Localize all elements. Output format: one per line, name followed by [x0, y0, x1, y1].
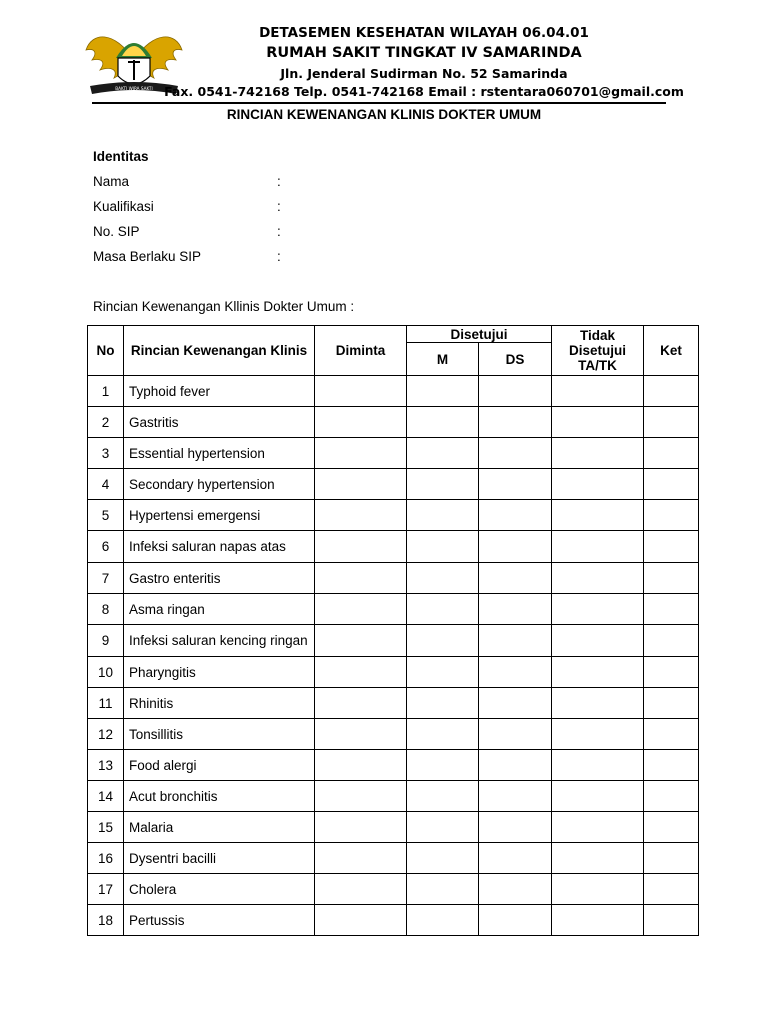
cell-ket	[644, 688, 699, 719]
cell-diminta	[315, 594, 407, 625]
row-number: 12	[88, 719, 124, 750]
row-privilege: Acut bronchitis	[124, 781, 315, 812]
row-privilege: Infeksi saluran kencing ringan	[124, 625, 315, 657]
cell-diminta	[315, 688, 407, 719]
cell-tidak-disetujui	[552, 625, 644, 657]
row-privilege: Tonsillitis	[124, 719, 315, 750]
cell-m	[407, 812, 479, 843]
row-privilege: Typhoid fever	[124, 376, 315, 407]
table-row	[88, 438, 699, 469]
row-number: 1	[88, 376, 124, 407]
cell-ds	[479, 688, 552, 719]
letterhead-hospital: RUMAH SAKIT TINGKAT IV SAMARINDA	[266, 45, 582, 61]
table-row	[88, 563, 699, 594]
row-number: 6	[88, 531, 124, 563]
row-number: 13	[88, 750, 124, 781]
cell-ds	[479, 781, 552, 812]
row-number: 7	[88, 563, 124, 594]
cell-ket	[644, 657, 699, 688]
cell-m	[407, 594, 479, 625]
cell-ds	[479, 843, 552, 874]
cell-diminta	[315, 500, 407, 531]
cell-tidak-disetujui	[552, 407, 644, 438]
table-row	[88, 594, 699, 625]
cell-ket	[644, 719, 699, 750]
cell-ket	[644, 376, 699, 407]
cell-diminta	[315, 563, 407, 594]
cell-m	[407, 376, 479, 407]
cell-tidak-disetujui	[552, 469, 644, 500]
cell-diminta	[315, 438, 407, 469]
header-diminta: Diminta	[315, 326, 407, 376]
table-row	[88, 812, 699, 843]
cell-ket	[644, 781, 699, 812]
cell-m	[407, 563, 479, 594]
cell-tidak-disetujui	[552, 905, 644, 936]
row-number: 10	[88, 657, 124, 688]
cell-m	[407, 750, 479, 781]
header-m: M	[407, 343, 479, 376]
document-title: RINCIAN KEWENANGAN KLINIS DOKTER UMUM	[226, 107, 542, 122]
header-tidak-disetujui: Tidak Disetujui TA/TK	[552, 326, 644, 376]
cell-diminta	[315, 469, 407, 500]
table-intro: Rincian Kewenangan Kllinis Dokter Umum :	[93, 299, 355, 314]
cell-diminta	[315, 905, 407, 936]
table-row	[88, 905, 699, 936]
field-colon: :	[277, 174, 281, 189]
cell-m	[407, 719, 479, 750]
cell-m	[407, 469, 479, 500]
row-privilege: Rhinitis	[124, 688, 315, 719]
letterhead-address: Jln. Jenderal Sudirman No. 52 Samarinda	[280, 66, 568, 81]
cell-m	[407, 625, 479, 657]
cell-diminta	[315, 843, 407, 874]
row-number: 2	[88, 407, 124, 438]
cell-ket	[644, 407, 699, 438]
cell-ket	[644, 843, 699, 874]
cell-ket	[644, 500, 699, 531]
cell-diminta	[315, 657, 407, 688]
cell-tidak-disetujui	[552, 750, 644, 781]
cell-ket	[644, 750, 699, 781]
header-disetujui: Disetujui	[407, 326, 552, 343]
row-privilege: Malaria	[124, 812, 315, 843]
header-rincian: Rincian Kewenangan Klinis	[124, 326, 315, 376]
cell-m	[407, 657, 479, 688]
cell-diminta	[315, 750, 407, 781]
cell-ket	[644, 438, 699, 469]
header-ket: Ket	[644, 326, 699, 376]
cell-tidak-disetujui	[552, 657, 644, 688]
row-privilege: Gastro enteritis	[124, 563, 315, 594]
cell-ket	[644, 625, 699, 657]
row-number: 9	[88, 625, 124, 657]
cell-tidak-disetujui	[552, 438, 644, 469]
cell-ds	[479, 376, 552, 407]
row-privilege: Pharyngitis	[124, 657, 315, 688]
row-number: 3	[88, 438, 124, 469]
cell-ket	[644, 563, 699, 594]
row-number: 11	[88, 688, 124, 719]
field-label: Nama	[93, 174, 130, 189]
cell-ds	[479, 500, 552, 531]
table-row	[88, 874, 699, 905]
field-label: Kualifikasi	[93, 199, 154, 214]
row-number: 4	[88, 469, 124, 500]
cell-diminta	[315, 874, 407, 905]
cell-ds	[479, 750, 552, 781]
table-row	[88, 407, 699, 438]
field-colon: :	[277, 249, 281, 264]
cell-ds	[479, 407, 552, 438]
cell-ds	[479, 469, 552, 500]
table-row	[88, 531, 699, 563]
row-privilege: Gastritis	[124, 407, 315, 438]
letterhead-unit: DETASEMEN KESEHATAN WILAYAH 06.04.01	[259, 25, 589, 41]
cell-m	[407, 531, 479, 563]
row-privilege: Cholera	[124, 874, 315, 905]
cell-diminta	[315, 719, 407, 750]
row-number: 14	[88, 781, 124, 812]
cell-ket	[644, 594, 699, 625]
row-privilege: Secondary hypertension	[124, 469, 315, 500]
cell-ds	[479, 594, 552, 625]
cell-tidak-disetujui	[552, 843, 644, 874]
identity-heading: Identitas	[93, 149, 149, 164]
cell-ket	[644, 469, 699, 500]
header-no: No	[88, 326, 124, 376]
row-number: 17	[88, 874, 124, 905]
row-number: 16	[88, 843, 124, 874]
table-row	[88, 843, 699, 874]
cell-ket	[644, 812, 699, 843]
cell-diminta	[315, 625, 407, 657]
cell-m	[407, 905, 479, 936]
logo-motto-text: BAKTI WIRA SAKTI	[115, 86, 153, 91]
cell-tidak-disetujui	[552, 781, 644, 812]
cell-diminta	[315, 781, 407, 812]
cell-tidak-disetujui	[552, 531, 644, 563]
cell-tidak-disetujui	[552, 500, 644, 531]
row-privilege: Dysentri bacilli	[124, 843, 315, 874]
table-row	[88, 625, 699, 657]
cell-tidak-disetujui	[552, 594, 644, 625]
cell-ds	[479, 657, 552, 688]
cell-diminta	[315, 812, 407, 843]
cell-ds	[479, 874, 552, 905]
cell-m	[407, 874, 479, 905]
row-number: 5	[88, 500, 124, 531]
cell-ket	[644, 905, 699, 936]
letterhead-contact: Fax. 0541-742168 Telp. 0541-742168 Email : rstentara060701@gmail.com	[164, 84, 684, 99]
row-number: 18	[88, 905, 124, 936]
cell-ds	[479, 438, 552, 469]
table-row	[88, 750, 699, 781]
cell-tidak-disetujui	[552, 376, 644, 407]
cell-m	[407, 407, 479, 438]
cell-tidak-disetujui	[552, 688, 644, 719]
row-privilege: Pertussis	[124, 905, 315, 936]
table-row	[88, 781, 699, 812]
table-row	[88, 469, 699, 500]
cell-tidak-disetujui	[552, 874, 644, 905]
letterhead	[0, 0, 768, 104]
cell-ds	[479, 563, 552, 594]
cell-ds	[479, 625, 552, 657]
table-row	[88, 376, 699, 407]
cell-ds	[479, 812, 552, 843]
table-row	[88, 719, 699, 750]
field-colon: :	[277, 224, 281, 239]
cell-ds	[479, 719, 552, 750]
cell-tidak-disetujui	[552, 812, 644, 843]
cell-m	[407, 500, 479, 531]
cell-ket	[644, 531, 699, 563]
cell-ds	[479, 905, 552, 936]
row-number: 15	[88, 812, 124, 843]
cell-diminta	[315, 376, 407, 407]
cell-m	[407, 781, 479, 812]
row-privilege: Asma ringan	[124, 594, 315, 625]
cell-tidak-disetujui	[552, 719, 644, 750]
row-privilege: Infeksi saluran napas atas	[124, 531, 315, 563]
clinical-privileges-table	[87, 325, 699, 936]
table-row	[88, 657, 699, 688]
cell-m	[407, 843, 479, 874]
table-row	[88, 688, 699, 719]
cell-diminta	[315, 407, 407, 438]
field-label: Masa Berlaku SIP	[93, 249, 202, 264]
row-privilege: Essential hypertension	[124, 438, 315, 469]
letterhead-divider	[92, 102, 666, 104]
field-colon: :	[277, 199, 281, 214]
row-privilege: Food alergi	[124, 750, 315, 781]
field-label: No. SIP	[93, 224, 140, 239]
cell-ket	[644, 874, 699, 905]
cell-ds	[479, 531, 552, 563]
cell-m	[407, 688, 479, 719]
table-row	[88, 500, 699, 531]
cell-m	[407, 438, 479, 469]
cell-diminta	[315, 531, 407, 563]
row-number: 8	[88, 594, 124, 625]
row-privilege: Hypertensi emergensi	[124, 500, 315, 531]
cell-tidak-disetujui	[552, 563, 644, 594]
header-ds: DS	[479, 343, 552, 376]
